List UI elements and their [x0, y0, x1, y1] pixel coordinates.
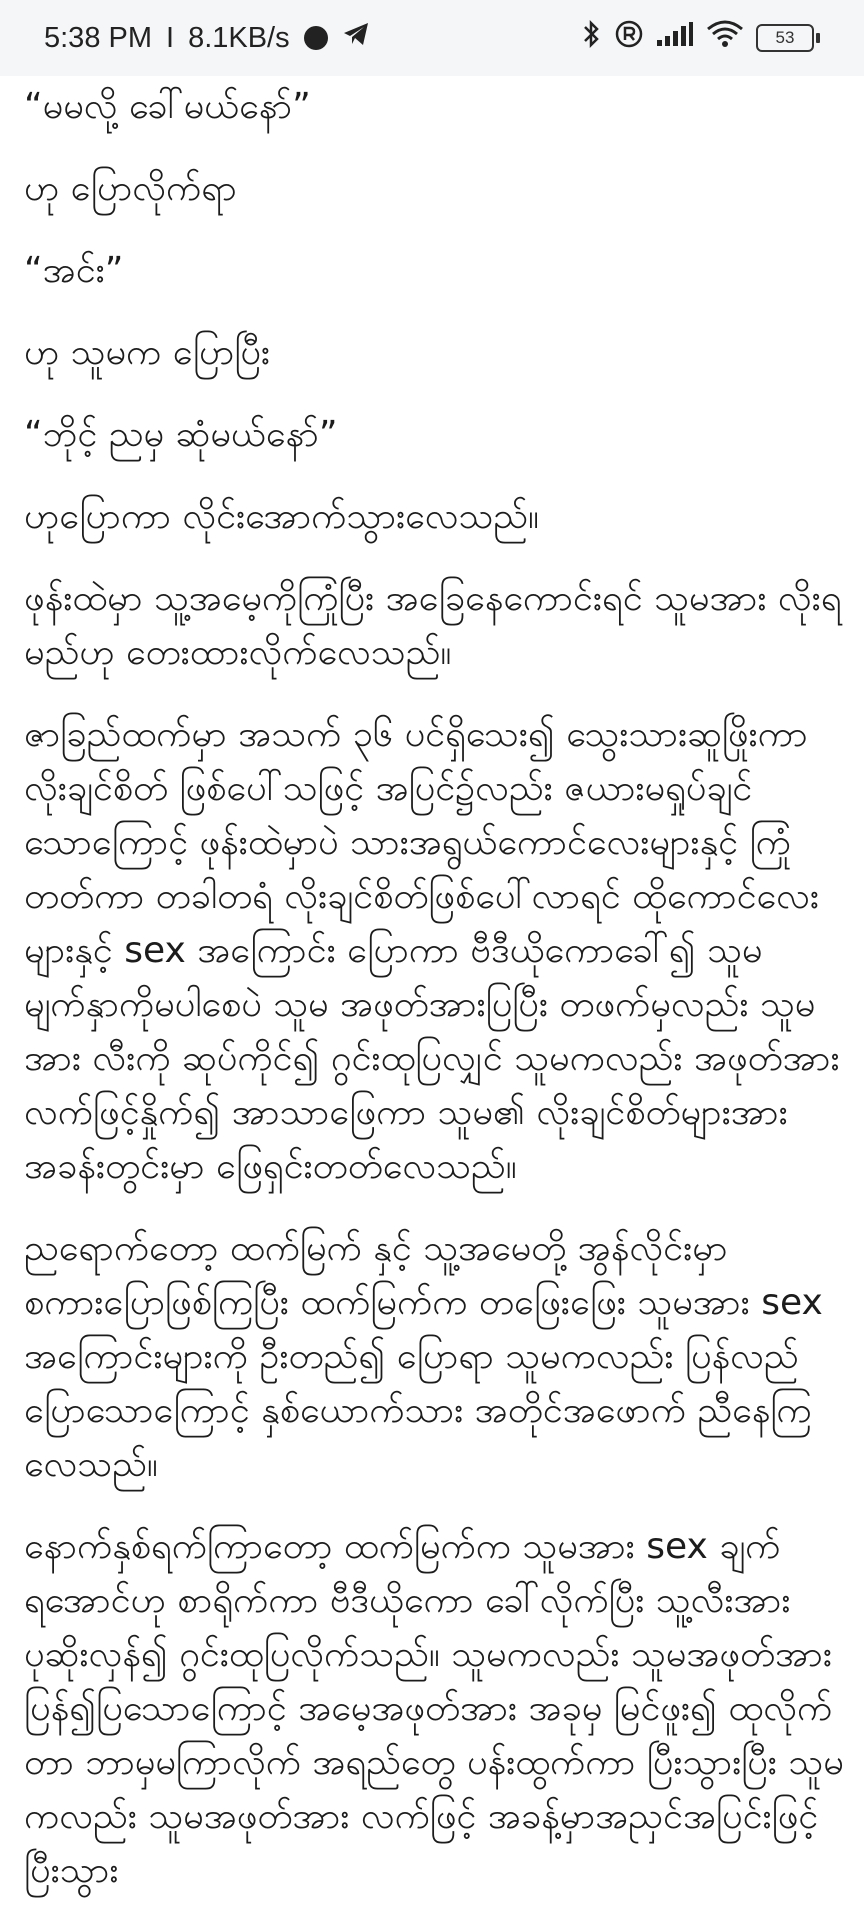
battery-tip	[816, 33, 820, 43]
paragraph: “မမလို့ ခေါ်မယ်နော်”	[24, 86, 311, 127]
status-right	[582, 19, 820, 57]
status-time: 5:38 PM	[44, 21, 152, 54]
paragraph: ဖုန်းထဲမှာ သူ့အမေ့ကိုကြုံပြီး အခြေနေကောင်းရင် သူမအား လိုးရမည်ဟု တေးထားလိုက်လေသည်။	[24, 578, 842, 673]
circle-notification-icon	[304, 26, 328, 50]
battery-icon	[756, 24, 820, 52]
paragraph: ဟုပြောကာ လိုင်းအောက်သွားလေသည်။	[24, 496, 539, 537]
telegram-icon	[342, 21, 370, 55]
status-separator: I	[166, 21, 175, 54]
signal-icon	[656, 21, 694, 55]
status-network-speed: 8.1KB/s	[188, 21, 290, 54]
status-left	[44, 21, 370, 55]
registered-icon	[614, 19, 644, 57]
battery-level: 53	[756, 24, 814, 52]
status-bar	[0, 0, 864, 76]
paragraph: ညရောက်တော့ ထက်မြက် နှင့် သူ့အမေတို့ အွန်လိုင်းမှာ စကားပြောဖြစ်ကြပြီး ထက်မြက်က တဖြေးဖြေး သူမအား sex အကြောင်းများကို ဦးတည်၍ ပြောရာ သူမကလည်း ပြန်လည်ပြောသောကြောင့် နှစ်ယောက်သား အတိုင်အဖောက် ညီနေကြလေသည်။	[24, 1228, 823, 1485]
paragraph: “အင်း”	[24, 250, 124, 291]
paragraph: “ဘိုင့် ညမှ ဆုံမယ်နော်”	[24, 414, 338, 455]
wifi-icon	[706, 19, 744, 57]
paragraph: ဟု ပြောလိုက်ရာ	[24, 168, 237, 209]
paragraph: ဟု သူမက ပြောပြီး	[24, 332, 271, 373]
paragraph: ဇာခြည်ထက်မှာ အသက် ၃၆ ပင်ရှိသေး၍ သွေးသားဆူဖြိုးကာ လိုးချင်စိတ် ဖြစ်ပေါ်သဖြင့် အပြင်၌လည်း ဇယားမရှုပ်ချင်သောကြောင့် ဖုန်းထဲမှာပဲ သားအရွယ်ကောင်လေးများနှင့် ကြုံတတ်ကာ တခါတရံ လိုးချင်စိတ်ဖြစ်ပေါ်လာရင် ထိုကောင်လေးများနှင့် sex အကြောင်း ပြောကာ ဗီဒီယိုကောခေါ်၍ သူမမျက်နှာကိုမပါစေပဲ သူမ အဖုတ်အားပြပြီး တဖက်မှလည်း သူမအား လီးကို ဆုပ်ကိုင်၍ ဂွင်းထုပြလျှင် သူမကလည်း အဖုတ်အား လက်ဖြင့်နှိုက်၍ အာသာဖြေကာ သူမ၏ လိုးချင်စိတ်များအား အခန်းတွင်းမှာ ဖြေရှင်းတတ်လေသည်။	[24, 714, 840, 1187]
paragraph: နောက်နှစ်ရက်ကြာတော့ ထက်မြက်က သူမအား sex ချက်ရအောင်ဟု စာရိုက်ကာ ဗီဒီယိုကော ခေါ်လိုက်ပြီး သူ့လီးအား ပုဆိုးလှန်၍ ဂွင်းထုပြလိုက်သည်။ သူမကလည်း သူမအဖုတ်အား ပြန်၍ပြသောကြောင့် အမေ့အဖုတ်အား အခုမှ မြင်ဖူး၍ ထုလိုက်တာ ဘာမှမကြာလိုက် အရည်တွေ ပန်းထွက်ကာ ပြီးသွားပြီး သူမကလည်း သူမအဖုတ်အား လက်ဖြင့် အခန့်မှာအညှင်အပြင်းဖြင့်ပြီးသွား	[24, 1526, 844, 1891]
bluetooth-icon	[582, 19, 602, 57]
article-body[interactable]	[24, 80, 844, 1926]
